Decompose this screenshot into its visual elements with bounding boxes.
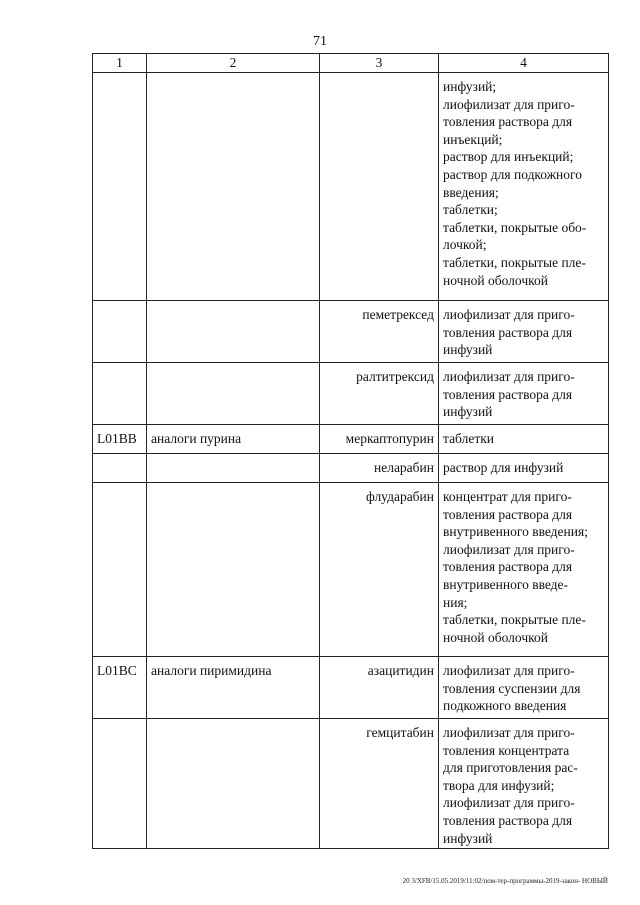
forms-cell: [439, 73, 609, 301]
form-line: внутривенного введе-: [443, 576, 569, 592]
drug-cell: гемцитабин: [320, 719, 439, 849]
table-row: [93, 483, 609, 657]
form-line: лиофилизат для приго-: [443, 663, 575, 678]
group-cell: аналоги пурина: [147, 425, 320, 454]
table-row: [93, 73, 609, 301]
form-line: таблетки, покрытые обо-: [443, 219, 587, 235]
table-body: [93, 73, 609, 849]
header-col-4: 4: [439, 54, 609, 73]
group-cell: [147, 719, 320, 849]
form-line: инфузий: [443, 404, 493, 420]
form-line: инфузий;: [443, 79, 497, 94]
form-line: раствор для подкожного: [443, 166, 582, 182]
table-row: [93, 657, 609, 719]
drug-table: [92, 53, 609, 849]
form-line: внутривенного введения;: [443, 524, 588, 540]
group-cell: [147, 301, 320, 363]
group-cell: [147, 483, 320, 657]
drug-cell: неларабин: [320, 454, 439, 483]
table-row: [93, 719, 609, 849]
form-line: таблетки, покрытые пле-: [443, 254, 586, 270]
form-line: лиофилизат для приго-: [443, 369, 575, 384]
code-cell: [93, 483, 147, 657]
form-line: товления раствора для: [443, 812, 573, 828]
table-row: [93, 363, 609, 425]
form-line: лочкой;: [443, 237, 487, 253]
table-row: [93, 454, 609, 483]
form-line: лиофилизат для приго-: [443, 795, 575, 811]
group-cell: [147, 454, 320, 483]
table-row: [93, 301, 609, 363]
form-line: инъекций;: [443, 131, 503, 147]
form-line: товления раствора для: [443, 324, 573, 340]
form-line: ночной оболочкой: [443, 629, 548, 645]
forms-cell: [439, 425, 609, 454]
form-line: товления раствора для: [443, 386, 573, 402]
form-line: таблетки: [443, 431, 495, 446]
form-line: лиофилизат для приго-: [443, 96, 575, 112]
drug-cell: меркаптопурин: [320, 425, 439, 454]
forms-cell: [439, 301, 609, 363]
forms-cell: [439, 363, 609, 425]
group-cell: [147, 73, 320, 301]
code-cell: [93, 73, 147, 301]
form-line: инфузий: [443, 342, 493, 358]
form-line: введения;: [443, 184, 499, 200]
drug-cell: флударабин: [320, 483, 439, 657]
form-line: подкожного введения: [443, 698, 567, 714]
forms-cell: [439, 483, 609, 657]
form-line: раствор для инъекций;: [443, 149, 574, 165]
form-line: товления концентрата: [443, 742, 570, 758]
header-col-1: 1: [93, 54, 147, 73]
form-line: лиофилизат для приго-: [443, 307, 575, 322]
form-line: товления суспензии для: [443, 680, 581, 696]
forms-cell: [439, 719, 609, 849]
drug-cell: азацитидин: [320, 657, 439, 719]
code-cell: [93, 454, 147, 483]
header-col-2: 2: [147, 54, 320, 73]
group-cell: [147, 363, 320, 425]
code-cell: [93, 301, 147, 363]
form-line: ния;: [443, 594, 468, 610]
page-number: 71: [313, 34, 327, 49]
code-cell: [93, 719, 147, 849]
drug-cell: пеметрексед: [320, 301, 439, 363]
footer-note: 20 3/XFB/15.05.2019/11:02/пом-тер-программы-2019-закон- НОВЫЙ: [402, 877, 608, 885]
form-line: таблетки;: [443, 202, 498, 218]
form-line: ночной оболочкой: [443, 272, 548, 288]
form-line: концентрат для приго-: [443, 489, 572, 504]
group-cell: аналоги пиримидина: [147, 657, 320, 719]
forms-cell: [439, 657, 609, 719]
form-line: для приготовления рас-: [443, 760, 578, 776]
drug-cell: [320, 73, 439, 301]
form-line: лиофилизат для приго-: [443, 541, 575, 557]
code-cell: L01BB: [93, 425, 147, 454]
form-line: раствор для инфузий: [443, 460, 564, 475]
header-col-3: 3: [320, 54, 439, 73]
code-cell: [93, 363, 147, 425]
form-line: товления раствора для: [443, 114, 573, 130]
form-line: твора для инфузий;: [443, 777, 555, 793]
form-line: таблетки, покрытые пле-: [443, 612, 586, 628]
header-row: [93, 54, 609, 73]
table-row: [93, 425, 609, 454]
form-line: лиофилизат для приго-: [443, 725, 575, 740]
drug-cell: ралтитрексид: [320, 363, 439, 425]
forms-cell: [439, 454, 609, 483]
form-line: инфузий: [443, 830, 493, 846]
code-cell: L01BC: [93, 657, 147, 719]
form-line: товления раствора для: [443, 559, 573, 575]
form-line: товления раствора для: [443, 506, 573, 522]
